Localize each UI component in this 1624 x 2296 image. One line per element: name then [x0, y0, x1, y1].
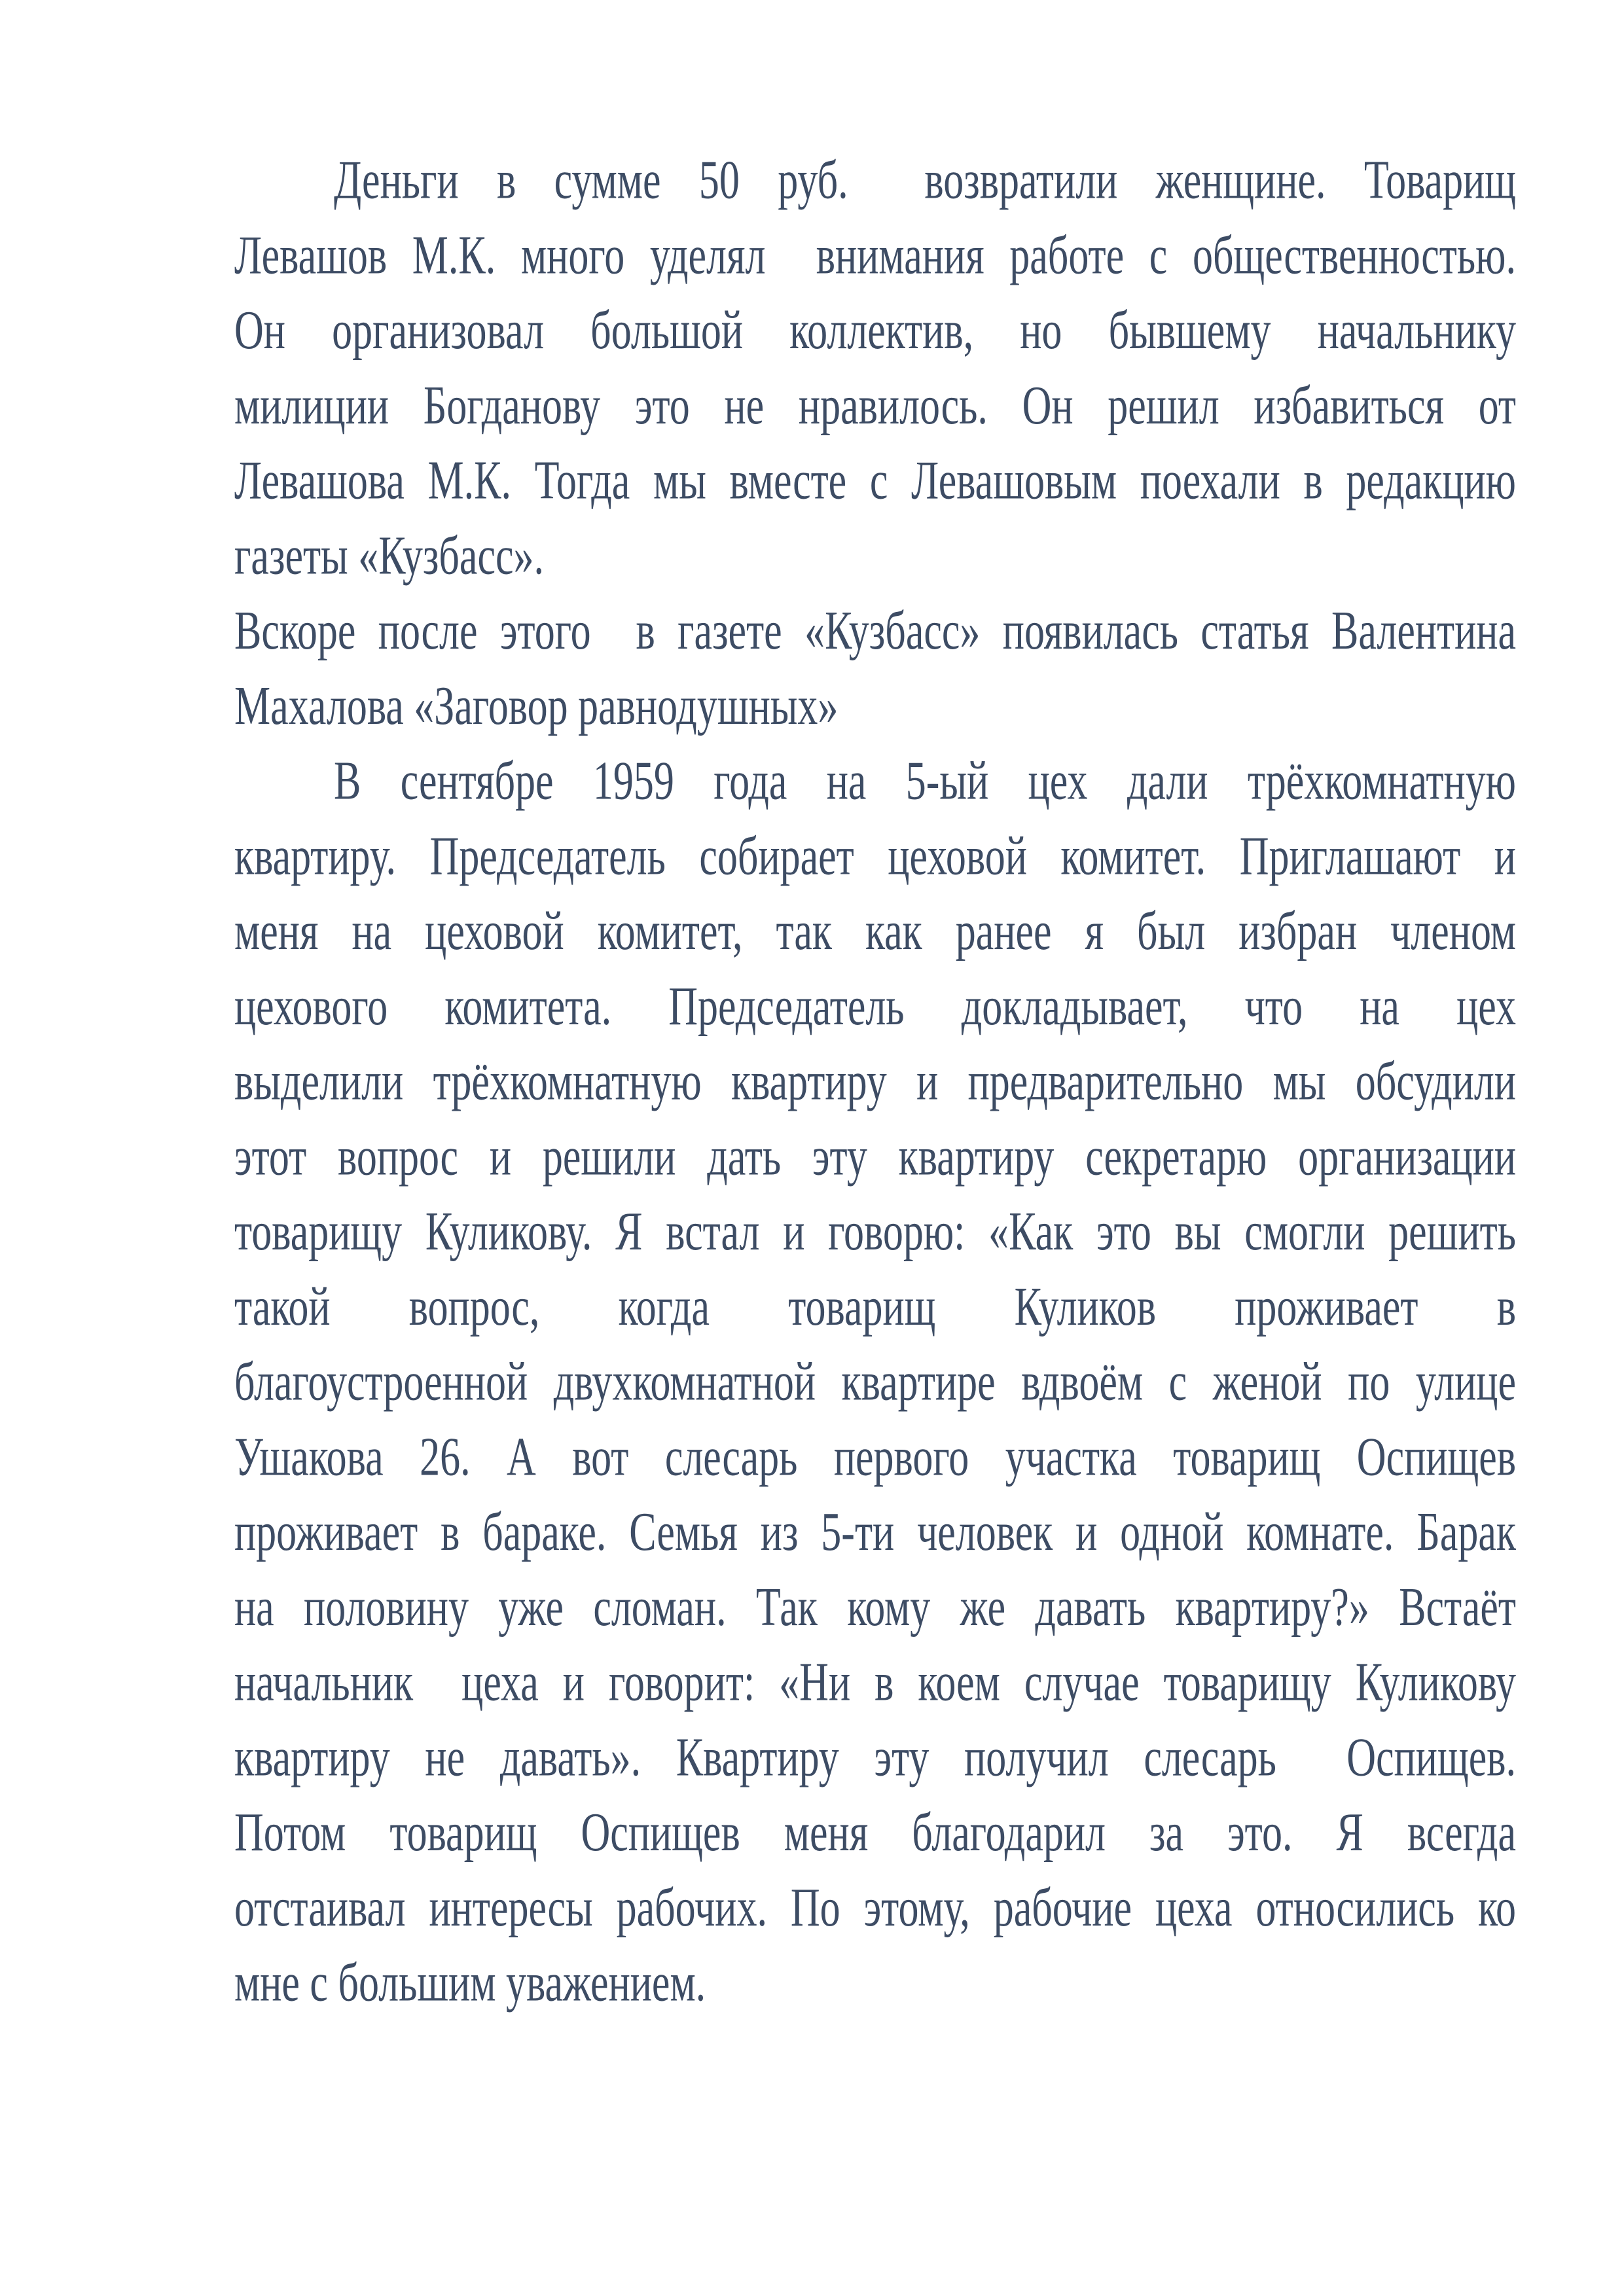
text-line: газеты «Кузбасс». — [234, 526, 544, 586]
text-line: проживает в бараке. Семья из 5-ти человек и одной комнате. Барак — [234, 1502, 1516, 1563]
text-line: Ушакова 26. А вот слесарь первого участка товарищ Оспищев — [234, 1427, 1516, 1488]
text-line: мне с большим уважением. — [234, 1952, 706, 2013]
document-text — [234, 143, 1516, 2021]
text-line: Махалова «Заговор равнодушных» — [234, 676, 839, 736]
text-line: Вскоре после этого в газете «Кузбасс» появилась статья Валентина — [234, 601, 1516, 662]
text-line: Левашова М.К. Тогда мы вместе с Левашовым поехали в редакцию — [234, 450, 1516, 511]
text-line: выделили трёхкомнатную квартиру и предварительно мы обсудили — [234, 1051, 1516, 1112]
text-line: Левашов М.К. много уделял внимания работе с общественностью. — [234, 225, 1516, 286]
text-line: Он организовал большой коллектив, но бывшему начальнику — [234, 300, 1516, 361]
text-line: милиции Богданову это не нравилось. Он решил избавиться от — [234, 376, 1516, 436]
text-line: начальник цеха и говорит: «Ни в коем случае товарищу Куликову — [234, 1652, 1516, 1713]
text-line: такой вопрос, когда товарищ Куликов проживает в — [234, 1277, 1516, 1337]
text-line: меня на цеховой комитет, так как ранее я был избран членом — [234, 901, 1516, 962]
text-line: Потом товарищ Оспищев меня благодарил за это. Я всегда — [234, 1803, 1516, 1863]
paragraph — [234, 744, 1516, 2021]
text-line: Деньги в сумме 50 руб. возвратили женщине. Товарищ — [334, 150, 1516, 211]
paragraph — [234, 594, 1516, 745]
text-line: на половину уже сломан. Так кому же давать квартиру?» Встаёт — [234, 1577, 1516, 1638]
text-line: квартиру не давать». Квартиру эту получил слесарь Оспищев. — [234, 1727, 1516, 1788]
text-line: товарищу Куликову. Я встал и говорю: «Как это вы смогли решить — [234, 1202, 1516, 1263]
text-line: отстаивал интересы рабочих. По этому, рабочие цеха относились ко — [234, 1878, 1516, 1938]
text-line: этот вопрос и решили дать эту квартиру секретарю организации — [234, 1126, 1516, 1187]
text-line: благоустроенной двухкомнатной квартире вдвоём с женой по улице — [234, 1352, 1516, 1412]
text-line: цехового комитета. Председатель докладывает, что на цех — [234, 977, 1516, 1037]
text-line: В сентябре 1959 года на 5-ый цех дали трёхкомнатную — [334, 751, 1516, 812]
text-line: квартиру. Председатель собирает цеховой комитет. Приглашают и — [234, 826, 1516, 887]
paragraph — [234, 143, 1516, 594]
